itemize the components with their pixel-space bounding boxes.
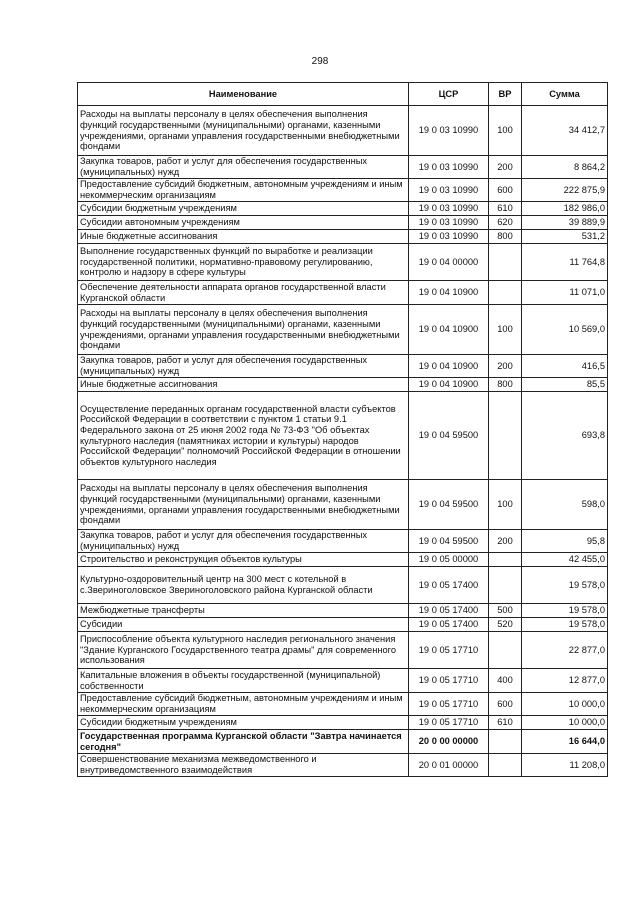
table-body (78, 106, 608, 777)
cell-name: Выполнение государственных функций по выработке и реализации государственной политики, нормативно-правовому регулированию, контролю и надзору в сфере культуры (78, 244, 409, 281)
table-row (78, 567, 608, 604)
cell-vr: 200 (489, 156, 522, 179)
cell-csr: 19 0 03 10990 (409, 216, 489, 230)
cell-sum: 85,5 (522, 378, 608, 392)
table-header (78, 83, 608, 106)
cell-name: Иные бюджетные ассигнования (78, 230, 409, 244)
cell-sum: 11 208,0 (522, 754, 608, 777)
cell-name: Расходы на выплаты персоналу в целях обеспечения выполнения функций государственными (муниципальными) органами, казенными учреждениями, органами управления государственными внебюджетными фондами (78, 106, 409, 156)
cell-csr: 19 0 03 10990 (409, 179, 489, 202)
cell-vr (489, 553, 522, 567)
cell-name: Обеспечение деятельности аппарата органов государственной власти Курганской области (78, 281, 409, 305)
cell-name: Закупка товаров, работ и услуг для обеспечения государственных (муниципальных) нужд (78, 530, 409, 553)
cell-csr: 19 0 05 00000 (409, 553, 489, 567)
cell-name: Совершенствование механизма межведомственного и внутриведомственного взаимодействия (78, 754, 409, 777)
cell-csr: 19 0 03 10990 (409, 156, 489, 179)
cell-name: Предоставление субсидий бюджетным, автономным учреждениям и иным некоммерческим организациям (78, 693, 409, 716)
cell-name: Субсидии бюджетным учреждениям (78, 202, 409, 216)
cell-vr: 400 (489, 669, 522, 693)
table-row (78, 632, 608, 669)
cell-sum: 8 864,2 (522, 156, 608, 179)
table-row (78, 281, 608, 305)
cell-vr: 800 (489, 230, 522, 244)
table-row (78, 669, 608, 693)
table-row (78, 392, 608, 480)
cell-name: Государственная программа Курганской области "Завтра начинается сегодня" (78, 730, 409, 754)
cell-vr: 600 (489, 179, 522, 202)
cell-vr (489, 754, 522, 777)
cell-sum: 19 578,0 (522, 567, 608, 604)
cell-vr: 610 (489, 202, 522, 216)
table-row (78, 618, 608, 632)
cell-sum: 10 569,0 (522, 305, 608, 355)
cell-vr: 200 (489, 355, 522, 378)
cell-vr: 200 (489, 530, 522, 553)
table-row (78, 179, 608, 202)
cell-sum: 39 889,9 (522, 216, 608, 230)
cell-sum: 182 986,0 (522, 202, 608, 216)
cell-csr: 19 0 05 17400 (409, 567, 489, 604)
cell-vr (489, 567, 522, 604)
table-row (78, 202, 608, 216)
cell-name: Строительство и реконструкция объектов культуры (78, 553, 409, 567)
cell-sum: 531,2 (522, 230, 608, 244)
cell-name: Субсидии автономным учреждениям (78, 216, 409, 230)
cell-name: Субсидии (78, 618, 409, 632)
header-sum: Сумма (522, 83, 608, 106)
cell-name: Субсидии бюджетным учреждениям (78, 716, 409, 730)
cell-name: Культурно-оздоровительный центр на 300 мест с котельной в с.Звериноголовское Звериноголовского района Курганской области (78, 567, 409, 604)
cell-name: Предоставление субсидий бюджетным, автономным учреждениям и иным некоммерческим организациям (78, 179, 409, 202)
header-csr: ЦСР (409, 83, 489, 106)
cell-csr: 20 0 00 00000 (409, 730, 489, 754)
page-number: 298 (311, 56, 329, 67)
cell-csr: 19 0 05 17710 (409, 716, 489, 730)
cell-csr: 19 0 04 10900 (409, 355, 489, 378)
cell-sum: 11 764,8 (522, 244, 608, 281)
cell-name: Расходы на выплаты персоналу в целях обеспечения выполнения функций государственными (муниципальными) органами, казенными учреждениями, органами управления государственными внебюджетными фондами (78, 305, 409, 355)
cell-csr: 19 0 05 17710 (409, 669, 489, 693)
cell-name: Межбюджетные трансферты (78, 604, 409, 618)
cell-csr: 19 0 05 17710 (409, 693, 489, 716)
cell-csr: 19 0 03 10990 (409, 202, 489, 216)
cell-vr (489, 281, 522, 305)
cell-sum: 10 000,0 (522, 693, 608, 716)
cell-csr: 19 0 05 17400 (409, 604, 489, 618)
cell-name: Капитальные вложения в объекты государственной (муниципальной) собственности (78, 669, 409, 693)
cell-csr: 19 0 03 10990 (409, 106, 489, 156)
cell-sum: 11 071,0 (522, 281, 608, 305)
table-row (78, 730, 608, 754)
cell-sum: 34 412,7 (522, 106, 608, 156)
cell-vr (489, 244, 522, 281)
header-vr: ВР (489, 83, 522, 106)
cell-vr: 100 (489, 480, 522, 530)
cell-csr: 20 0 01 00000 (409, 754, 489, 777)
cell-csr: 19 0 05 17710 (409, 632, 489, 669)
table-row (78, 553, 608, 567)
cell-name: Иные бюджетные ассигнования (78, 378, 409, 392)
cell-sum: 22 877,0 (522, 632, 608, 669)
cell-csr: 19 0 04 10900 (409, 281, 489, 305)
cell-csr: 19 0 04 59500 (409, 480, 489, 530)
header-row (78, 83, 608, 106)
cell-sum: 16 644,0 (522, 730, 608, 754)
cell-csr: 19 0 04 10900 (409, 378, 489, 392)
cell-name: Расходы на выплаты персоналу в целях обеспечения выполнения функций государственными (муниципальными) органами, казенными учреждениями, органами управления государственными внебюджетными фондами (78, 480, 409, 530)
cell-sum: 12 877,0 (522, 669, 608, 693)
table-row (78, 530, 608, 553)
cell-vr: 620 (489, 216, 522, 230)
cell-vr (489, 730, 522, 754)
table-row (78, 106, 608, 156)
cell-csr: 19 0 04 59500 (409, 392, 489, 480)
cell-sum: 416,5 (522, 355, 608, 378)
cell-vr: 520 (489, 618, 522, 632)
cell-csr: 19 0 04 00000 (409, 244, 489, 281)
cell-csr: 19 0 04 10900 (409, 305, 489, 355)
table-row (78, 230, 608, 244)
table-row (78, 480, 608, 530)
cell-csr: 19 0 05 17400 (409, 618, 489, 632)
cell-sum: 95,8 (522, 530, 608, 553)
cell-csr: 19 0 03 10990 (409, 230, 489, 244)
table-row (78, 378, 608, 392)
cell-name: Закупка товаров, работ и услуг для обеспечения государственных (муниципальных) нужд (78, 355, 409, 378)
cell-vr (489, 632, 522, 669)
cell-vr: 610 (489, 716, 522, 730)
cell-name: Закупка товаров, работ и услуг для обеспечения государственных (муниципальных) нужд (78, 156, 409, 179)
cell-vr: 500 (489, 604, 522, 618)
cell-sum: 10 000,0 (522, 716, 608, 730)
cell-name: Приспособление объекта культурного наследия регионального значения "Здание Курганского Государственного театра драмы" для современного использования (78, 632, 409, 669)
cell-vr: 100 (489, 305, 522, 355)
table-row (78, 604, 608, 618)
cell-sum: 42 455,0 (522, 553, 608, 567)
cell-name: Осуществление переданных органам государственной власти субъектов Российской Федерации в соответствии с пунктом 1 статьи 9.1 Федерального закона от 25 июня 2002 года № 73-ФЗ "Об объектах культурного наследия (памятниках истории и культуры) народов Российской Федерации" полномочий Российской Федерации в отношении объектов культурного наследия (78, 392, 409, 480)
table-row (78, 305, 608, 355)
table-row (78, 716, 608, 730)
cell-sum: 222 875,9 (522, 179, 608, 202)
cell-sum: 19 578,0 (522, 604, 608, 618)
table-row (78, 244, 608, 281)
budget-table (77, 82, 608, 777)
table-row (78, 693, 608, 716)
cell-vr: 100 (489, 106, 522, 156)
table-row (78, 216, 608, 230)
cell-sum: 693,8 (522, 392, 608, 480)
table-row (78, 754, 608, 777)
cell-csr: 19 0 04 59500 (409, 530, 489, 553)
table-row (78, 355, 608, 378)
cell-sum: 19 578,0 (522, 618, 608, 632)
cell-sum: 598,0 (522, 480, 608, 530)
cell-vr (489, 392, 522, 480)
cell-vr: 600 (489, 693, 522, 716)
cell-vr: 800 (489, 378, 522, 392)
table-row (78, 156, 608, 179)
header-name: Наименование (78, 83, 409, 106)
